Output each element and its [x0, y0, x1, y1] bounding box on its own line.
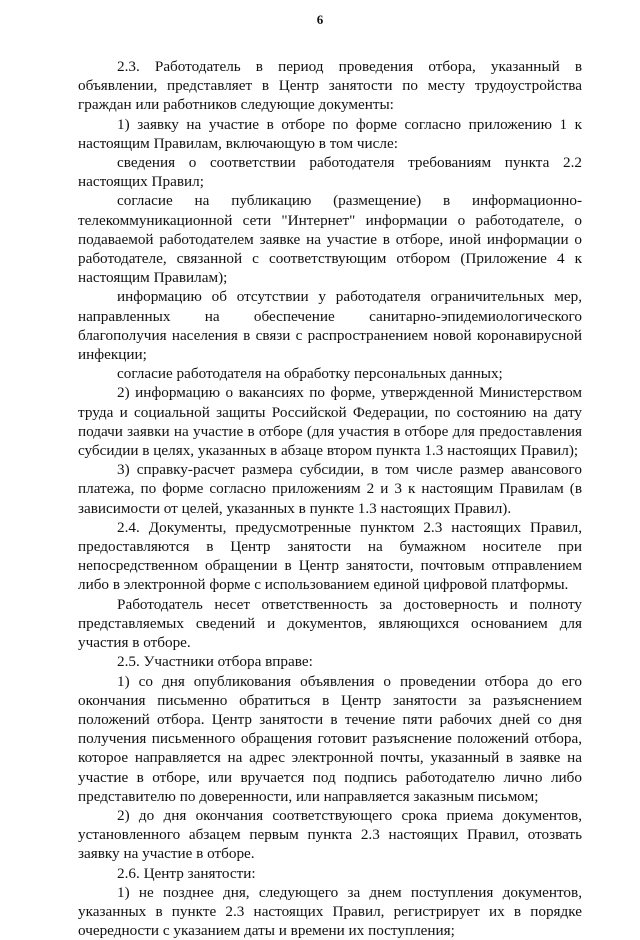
- paragraph-publication-consent: согласие на публикацию (размещение) в информационно-телекоммуникационной сети "Интернет" информации о работодателе, о подаваемой работодателем заявке на участие в отборе, иной информации о работодателе, связанной с соответствующим отбором (Приложение 4 к настоящим Правилам);: [78, 192, 582, 287]
- document-body: [78, 57, 582, 940]
- paragraph-vacancies-info: 2) информацию о вакансиях по форме, утвержденной Министерством труда и социальной защиты Российской Федерации, по состоянию на дату подачи заявки на участие в отборе (для участия в отборе для предоставления субсидии в целях, указанных в абзаце втором пункта 1.3 настоящих Правил);: [78, 384, 582, 460]
- page-number: 6: [316, 12, 324, 27]
- paragraph-application-form: 1) заявку на участие в отборе по форме согласно приложению 1 к настоящим Правилам, включающую в том числе:: [78, 115, 582, 152]
- paragraph-compliance-info: сведения о соответствии работодателя требованиям пункта 2.2 настоящих Правил;: [78, 154, 582, 191]
- paragraph-2-3-intro: 2.3. Работодатель в период проведения отбора, указанный в объявлении, представляет в Центр занятости по месту трудоустройства граждан или работников следующие документы:: [78, 58, 582, 114]
- paragraph-employer-responsibility: Работодатель несет ответственность за достоверность и полноту представляемых сведений и документов, являющихся основанием для участия в отборе.: [78, 595, 582, 652]
- paragraph-withdraw-application: 2) до дня окончания соответствующего срока приема документов, установленного абзацем первым пункта 2.3 настоящих Правил, отозвать заявку на участие в отборе.: [78, 806, 582, 863]
- paragraph-2-4-submission: 2.4. Документы, предусмотренные пунктом 2.3 настоящих Правил, предоставляются в Центр занятости на бумажном носителе при непосредственном обращении в Центр занятости, почтовым отправлением либо в электронной форме с использованием единой цифровой платформы.: [78, 518, 582, 594]
- paragraph-2-6-heading: 2.6. Центр занятости:: [117, 864, 256, 882]
- paragraph-clarification-request: 1) со дня опубликования объявления о проведении отбора до его окончания письменно обратиться в Центр занятости за разъяснением положений отбора. Центр занятости в течение пяти рабочих дней со дня получения письменного обращения готовит разъяснение положений отбора, которое направляется на адрес электронной почты, указанный в заявке на участие в отборе, или вручается под подпись работодателю лично либо представителю по доверенности, или направляется заказным письмом;: [78, 672, 582, 805]
- paragraph-restrictions-info: информацию об отсутствии у работодателя ограничительных мер, направленных на обеспечение санитарно-эпидемиологического благополучия населения в связи с распространением новой коронавирусной инфекции;: [78, 288, 582, 364]
- paragraph-2-5-heading: 2.5. Участники отбора вправе:: [117, 653, 313, 671]
- paragraph-subsidy-calculation: 3) справку-расчет размера субсидии, в том числе размер авансового платежа, по форме согласно приложениям 2 и 3 к настоящим Правилам (в зависимости от целей, указанных в пункте 1.3 настоящих Правил).: [78, 461, 582, 517]
- paragraph-personal-data-consent: согласие работодателя на обработку персональных данных;: [117, 365, 503, 383]
- paragraph-registration: 1) не позднее дня, следующего за днем поступления документов, указанных в пункте 2.3 настоящих Правил, регистрирует их в порядке очередности с указанием даты и времени их поступления;: [78, 883, 582, 940]
